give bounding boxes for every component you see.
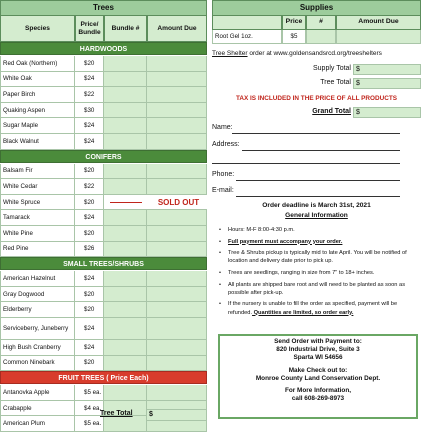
section-header: HARDWOODS bbox=[0, 42, 207, 55]
species-name: Black Walnut bbox=[0, 134, 75, 149]
tree-total-label: Tree Total bbox=[100, 410, 133, 417]
column-bundle-number: Bundle # bbox=[104, 16, 147, 42]
amount-due-field[interactable] bbox=[147, 179, 207, 194]
payment-info-box bbox=[218, 334, 418, 419]
tree-row bbox=[0, 340, 207, 356]
tree-total-field[interactable]: $ bbox=[146, 409, 207, 421]
amount-due-field[interactable] bbox=[147, 56, 207, 71]
species-name: White Oak bbox=[0, 72, 75, 87]
bundle-count-field[interactable] bbox=[104, 385, 147, 400]
amount-due-field[interactable] bbox=[147, 134, 207, 149]
species-name: Red Oak (Northern) bbox=[0, 56, 75, 71]
column-price-bundle: Price/ Bundle bbox=[75, 16, 104, 42]
species-name: Balsam Fir bbox=[0, 164, 75, 179]
amount-due-field[interactable] bbox=[147, 103, 207, 118]
amount-due-field[interactable] bbox=[147, 164, 207, 179]
tree-row bbox=[0, 210, 207, 226]
species-name: Crabapple bbox=[0, 401, 75, 416]
amount-due-field[interactable] bbox=[147, 242, 207, 257]
address-underline-2[interactable] bbox=[212, 163, 400, 164]
tree-shelter-text: order at www.goldensandsrcd.org/treeshelters bbox=[247, 50, 382, 57]
section-header: SMALL TREES/SHRUBS bbox=[0, 257, 207, 270]
tree-row bbox=[0, 103, 207, 119]
amount-due-field[interactable] bbox=[147, 385, 207, 400]
amount-due-field[interactable] bbox=[147, 118, 207, 133]
bundle-count-field[interactable] bbox=[104, 72, 147, 87]
bundle-count-field[interactable] bbox=[104, 179, 147, 194]
species-name: Quaking Aspen bbox=[0, 103, 75, 118]
root-gel-amount-field[interactable] bbox=[336, 30, 421, 44]
info-bullet bbox=[218, 238, 418, 246]
supplies-column-price: Price bbox=[282, 16, 306, 30]
tax-notice: TAX IS INCLUDED IN THE PRICE OF ALL PRODUCTS bbox=[235, 95, 398, 102]
email-field[interactable] bbox=[212, 187, 421, 197]
tree-row bbox=[0, 56, 207, 72]
address-line-2[interactable] bbox=[212, 156, 421, 164]
bundle-count-field[interactable] bbox=[104, 87, 147, 102]
info-bullet bbox=[218, 226, 418, 234]
amount-due-field[interactable] bbox=[147, 271, 207, 286]
mail-address-line-2: Sparta WI 54656 bbox=[293, 354, 343, 362]
payee-name: Monroe County Land Conservation Dept. bbox=[255, 374, 381, 382]
bundle-count-field[interactable] bbox=[104, 340, 147, 355]
amount-due-field[interactable] bbox=[147, 72, 207, 87]
price: $24 bbox=[75, 271, 104, 286]
address-underline[interactable] bbox=[242, 150, 400, 151]
supplies-column-count: # bbox=[306, 16, 336, 30]
species-name: Antanovka Apple bbox=[0, 385, 75, 400]
root-gel-item: Root Gel 1oz. bbox=[212, 30, 282, 44]
price: $24 bbox=[75, 72, 104, 87]
price: $22 bbox=[75, 87, 104, 102]
root-gel-price: $5 bbox=[282, 30, 306, 44]
tree-row bbox=[0, 195, 207, 211]
supply-total-label: Supply Total bbox=[312, 65, 351, 72]
species-name: White Pine bbox=[0, 226, 75, 241]
tree-row bbox=[0, 242, 207, 258]
tree-row bbox=[0, 72, 207, 88]
info-bullet-text: All plants are shipped bare root and will need to be planted as soon as possible after pick-up. bbox=[228, 281, 406, 296]
price: $4 ea. bbox=[75, 401, 104, 416]
section-header: FRUIT TREES ( Price Each) bbox=[0, 371, 207, 384]
grand-total-field[interactable]: $ bbox=[353, 107, 421, 118]
tree-total-field-right[interactable]: $ bbox=[353, 78, 421, 89]
phone-underline[interactable] bbox=[236, 180, 400, 181]
info-bullet-text: Full payment must accompany your order. bbox=[228, 238, 343, 245]
price: $22 bbox=[75, 179, 104, 194]
column-species: Species bbox=[0, 16, 75, 42]
price: $20 bbox=[75, 56, 104, 71]
amount-due-field[interactable] bbox=[147, 302, 207, 317]
price: $24 bbox=[75, 210, 104, 225]
address-label: Address: bbox=[212, 141, 240, 148]
supplies-column-amount: Amount Due bbox=[336, 16, 421, 30]
supplies-title: Supplies bbox=[212, 0, 421, 16]
name-label: Name: bbox=[212, 124, 233, 131]
supply-total-field[interactable]: $ bbox=[353, 64, 421, 75]
name-field[interactable] bbox=[212, 124, 421, 134]
price: $5 ea. bbox=[75, 416, 104, 431]
amount-due-field[interactable] bbox=[147, 210, 207, 225]
species-name: American Plum bbox=[0, 416, 75, 431]
tree-row bbox=[0, 164, 207, 180]
check-heading: Make Check out to: bbox=[288, 366, 348, 374]
bundle-count-field[interactable] bbox=[104, 56, 147, 71]
species-name: Paper Birch bbox=[0, 87, 75, 102]
info-bullet bbox=[218, 249, 418, 265]
phone-field[interactable] bbox=[212, 171, 421, 181]
price: $20 bbox=[75, 195, 104, 210]
bundle-count-field[interactable] bbox=[104, 118, 147, 133]
email-underline[interactable] bbox=[236, 196, 400, 197]
general-info-heading: General Information bbox=[285, 212, 348, 219]
info-bullet bbox=[218, 300, 418, 316]
bundle-count-field[interactable] bbox=[104, 164, 147, 179]
tree-row bbox=[0, 87, 207, 103]
grand-total-label: Grand Total bbox=[312, 108, 351, 115]
species-name: Tamarack bbox=[0, 210, 75, 225]
species-name: White Spruce bbox=[0, 195, 75, 210]
tree-row bbox=[0, 179, 207, 195]
address-field[interactable] bbox=[212, 141, 421, 151]
info-bullet-text: Trees are seedlings, ranging in size from 7" to 18+ inches. bbox=[228, 269, 375, 276]
info-bullet bbox=[218, 269, 418, 277]
root-gel-count-field[interactable] bbox=[306, 30, 336, 44]
bundle-count-field[interactable] bbox=[104, 210, 147, 225]
price: $30 bbox=[75, 103, 104, 118]
price: $20 bbox=[75, 287, 104, 302]
info-bullet-emphasis: Quantities are limited, so order early. bbox=[252, 309, 354, 316]
tree-row bbox=[0, 385, 207, 401]
trees-order-form bbox=[0, 0, 207, 428]
tree-shelter-link[interactable]: Tree Shelter bbox=[212, 50, 248, 57]
species-name: High Bush Cranberry bbox=[0, 340, 75, 355]
species-name: Elderberry bbox=[0, 302, 75, 317]
price: $24 bbox=[75, 134, 104, 149]
amount-due-field[interactable] bbox=[147, 318, 207, 339]
section-header: CONIFERS bbox=[0, 150, 207, 163]
tree-total-label-right: Tree Total bbox=[320, 79, 351, 86]
info-bullet bbox=[218, 281, 418, 297]
info-bullet-text: Hours: M-F 8:00-4:30 p.m. bbox=[228, 227, 295, 233]
species-name: Gray Dogwood bbox=[0, 287, 75, 302]
amount-due-field[interactable] bbox=[147, 287, 207, 302]
contact-phone: call 608-269-8973 bbox=[291, 395, 345, 403]
supplies-column-item bbox=[212, 16, 282, 30]
tree-row bbox=[0, 271, 207, 287]
info-bullet-text: If the nursery is unable to fill the order as specified, payment will be refunded. bbox=[228, 301, 398, 316]
bundle-count-field[interactable] bbox=[104, 287, 147, 302]
price: $20 bbox=[75, 164, 104, 179]
column-amount-due: Amount Due bbox=[147, 16, 207, 42]
sold-out-label: SOLD OUT bbox=[150, 195, 207, 210]
bundle-count-field[interactable] bbox=[104, 242, 147, 257]
price: $24 bbox=[75, 118, 104, 133]
more-info-heading: For More Information, bbox=[284, 387, 352, 395]
species-name: Sugar Maple bbox=[0, 118, 75, 133]
supplies-and-info bbox=[212, 0, 421, 423]
amount-due-field[interactable] bbox=[147, 340, 207, 355]
supply-total-row bbox=[212, 64, 421, 76]
general-info-list bbox=[218, 226, 418, 320]
price: $20 bbox=[75, 302, 104, 317]
tree-row bbox=[0, 318, 207, 340]
tree-shelter-note bbox=[212, 50, 421, 57]
price: $26 bbox=[75, 242, 104, 257]
tree-row bbox=[0, 356, 207, 372]
tree-row bbox=[0, 226, 207, 242]
price: $5 ea. bbox=[75, 385, 104, 400]
species-name: Red Pine bbox=[0, 242, 75, 257]
email-label: E-mail: bbox=[212, 187, 234, 194]
sold-out-strike bbox=[110, 202, 142, 203]
amount-due-field[interactable] bbox=[147, 87, 207, 102]
amount-due-field[interactable] bbox=[147, 356, 207, 371]
trees-title: Trees bbox=[0, 0, 207, 16]
info-bullet-text: Tree & Shrubs pickup is typically mid to late April. You will be notified of location and delivery date prior to pick up. bbox=[228, 250, 407, 265]
bundle-count-field[interactable] bbox=[104, 134, 147, 149]
amount-due-field[interactable] bbox=[147, 226, 207, 241]
bundle-count-field[interactable] bbox=[104, 271, 147, 286]
bundle-count-field[interactable] bbox=[104, 416, 147, 431]
name-underline[interactable] bbox=[232, 133, 400, 134]
bundle-count-field[interactable] bbox=[104, 103, 147, 118]
grand-total-row bbox=[212, 107, 421, 119]
species-name: Common Ninebark bbox=[0, 356, 75, 371]
order-deadline: Order deadline is March 31st, 2021 bbox=[262, 202, 371, 209]
tree-row bbox=[0, 302, 207, 318]
price: $24 bbox=[75, 340, 104, 355]
bundle-count-field[interactable] bbox=[104, 302, 147, 317]
bundle-count-field[interactable] bbox=[104, 318, 147, 339]
price: $20 bbox=[75, 226, 104, 241]
send-heading: Send Order with Payment to: bbox=[274, 338, 362, 345]
species-name: Serviceberry, Juneberry bbox=[0, 318, 75, 339]
tree-row bbox=[0, 134, 207, 150]
species-name: American Hazelnut bbox=[0, 271, 75, 286]
price: $20 bbox=[75, 356, 104, 371]
price: $24 bbox=[75, 318, 104, 339]
mail-address-line-1: 820 Industrial Drive, Suite 3 bbox=[276, 346, 360, 354]
bundle-count-field[interactable] bbox=[104, 226, 147, 241]
tree-total bbox=[100, 410, 133, 417]
tree-row bbox=[0, 118, 207, 134]
phone-label: Phone: bbox=[212, 171, 235, 178]
tree-total-row bbox=[212, 78, 421, 90]
species-name: White Cedar bbox=[0, 179, 75, 194]
bundle-count-field[interactable] bbox=[104, 356, 147, 371]
tree-row bbox=[0, 287, 207, 303]
